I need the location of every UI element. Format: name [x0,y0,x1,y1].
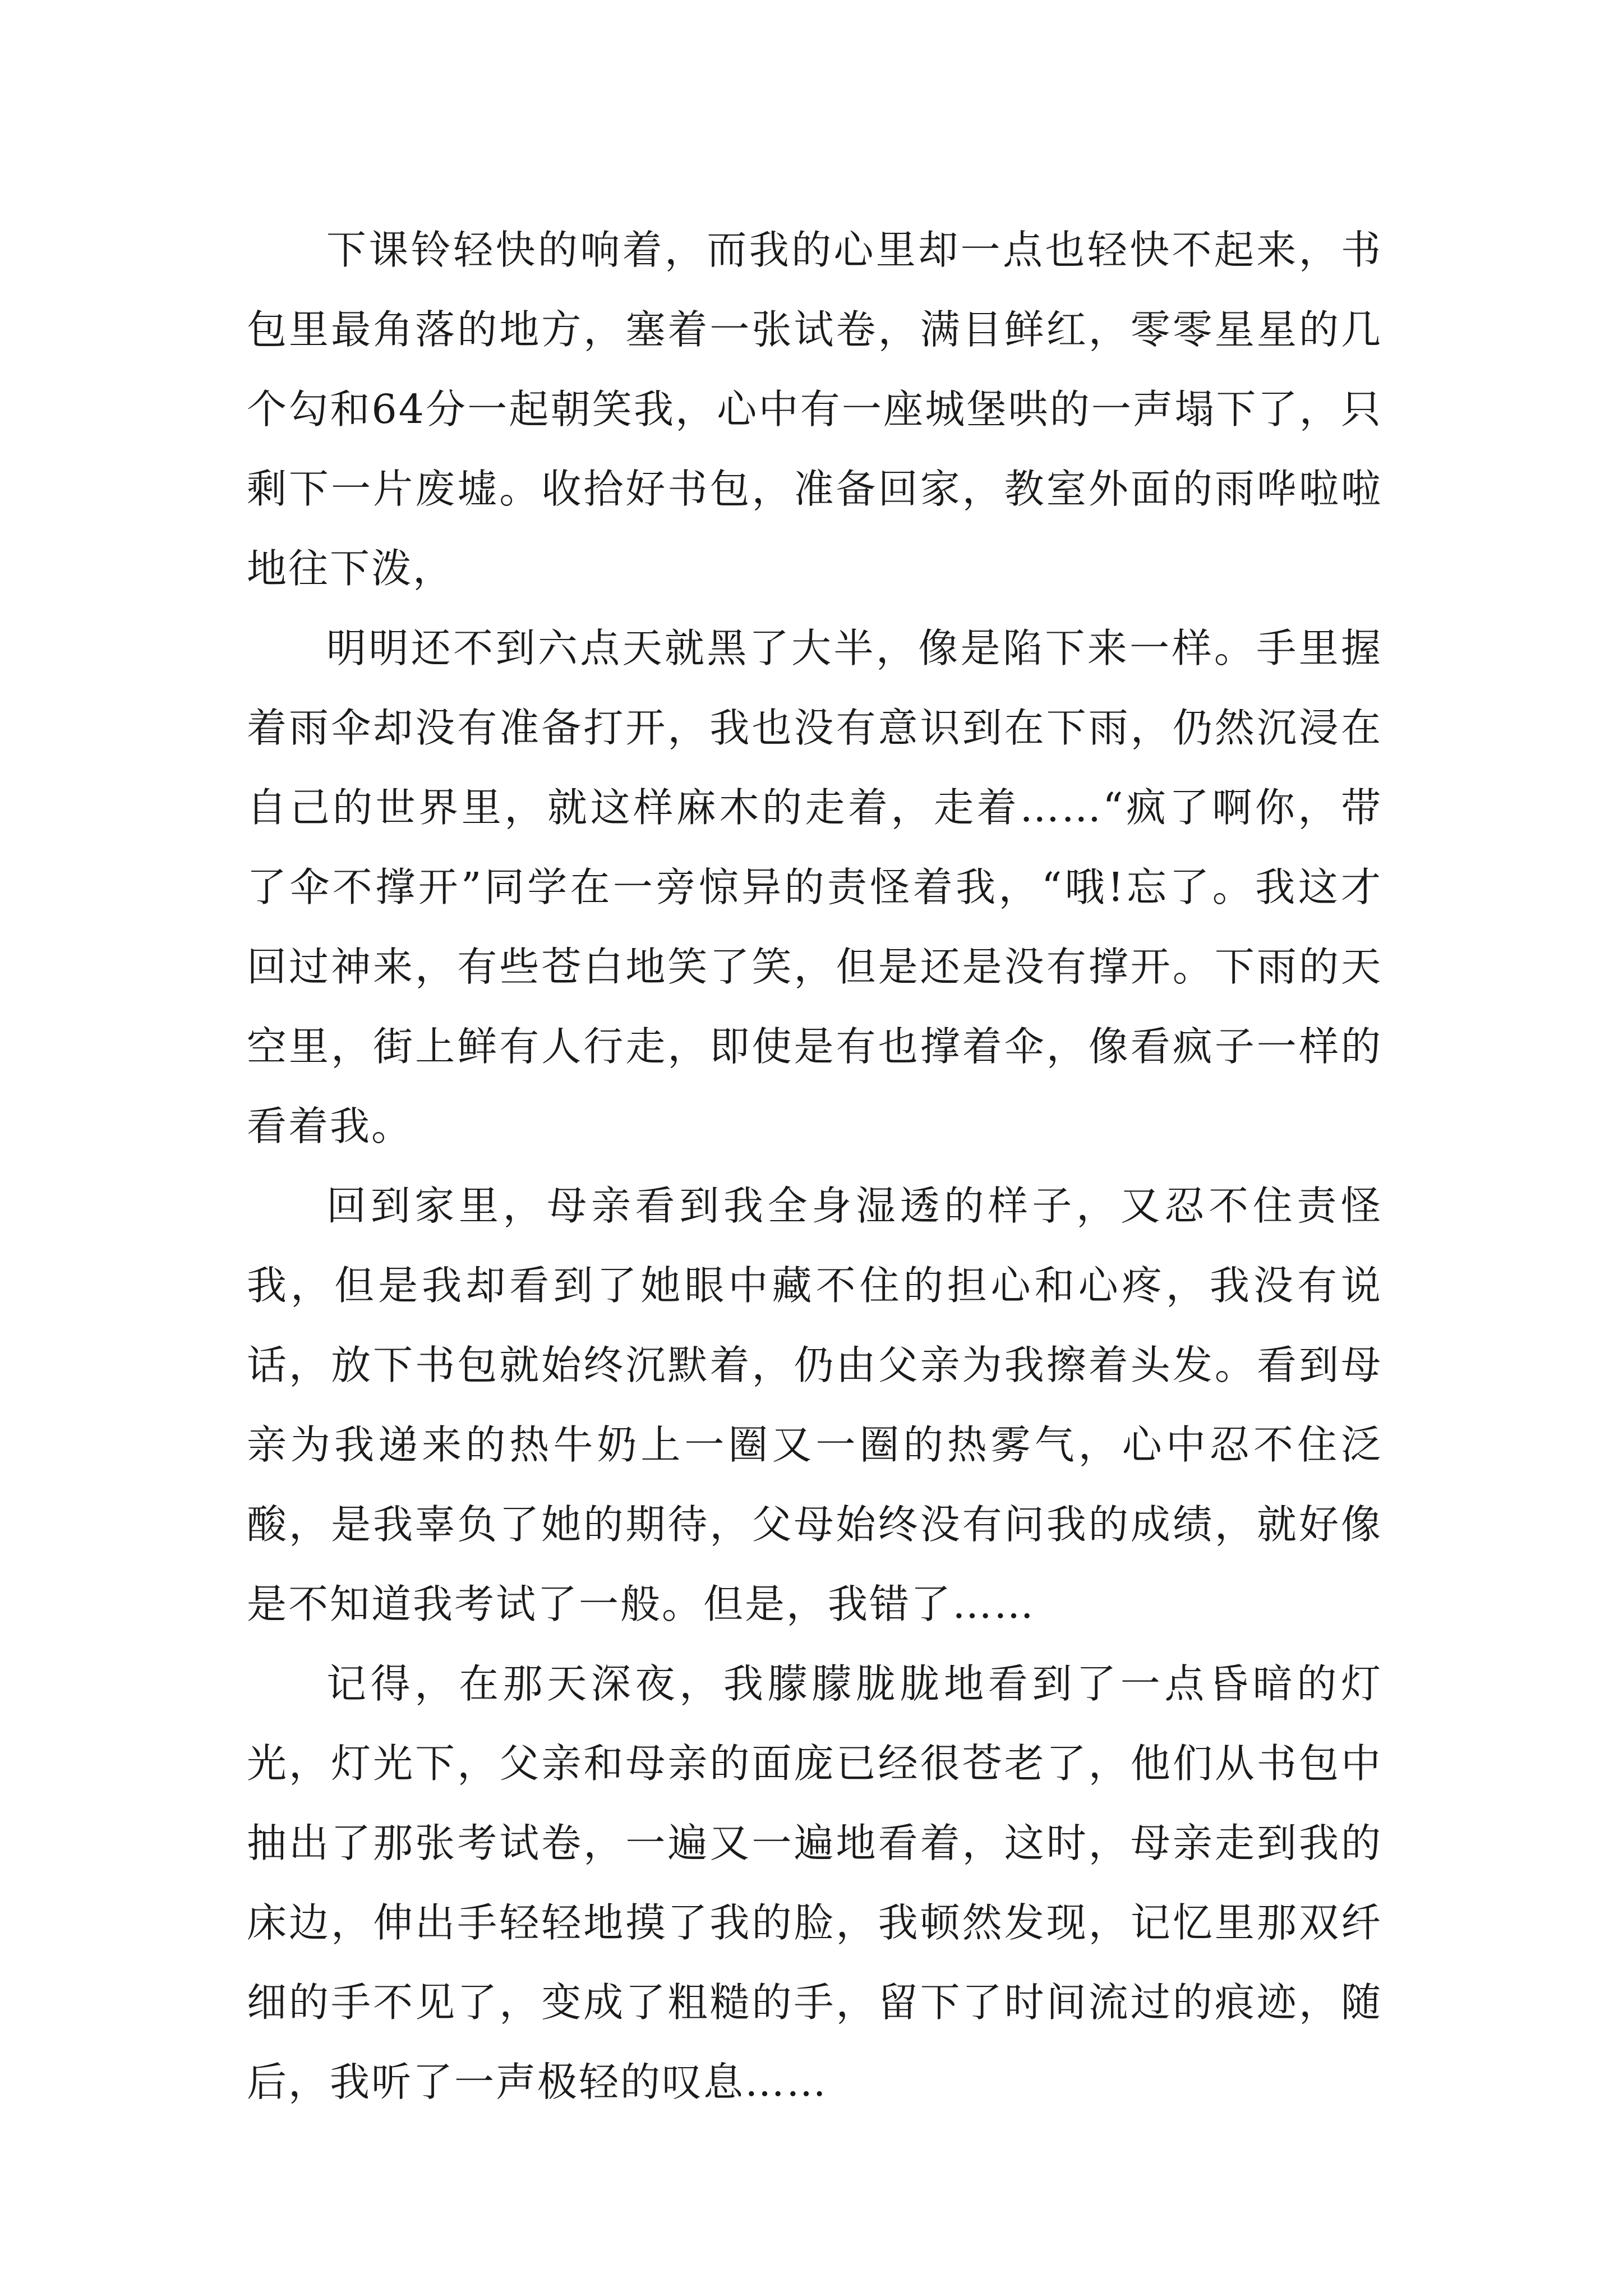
paragraph-4: 记得，在那天深夜，我朦朦胧胧地看到了一点昏暗的灯光，灯光下，父亲和母亲的面庞已经很苍老了，他们从书包中抽出了那张考试卷，一遍又一遍地看着，这时，母亲走到我的床边，伸出手轻轻地摸了我的脸，我顿然发现，记忆里那双纤细的手不见了，变成了粗糙的手，留下了时间流过的痕迹，随后，我听了一声极轻的叹息…… [247,1660,1382,2105]
body-text [247,210,1382,2122]
paragraph-3: 回到家里，母亲看到我全身湿透的样子，又忍不住责怪我，但是我却看到了她眼中藏不住的担心和心疼，我没有说话，放下书包就始终沉默着，仍由父亲为我擦着头发。看到母亲为我递来的热牛奶上一圈又一圈的热雾气，心中忍不住泛酸，是我辜负了她的期待，父母始终没有问我的成绩，就好像是不知道我考试了一般。但是，我错了…… [247,1182,1382,1627]
paragraph-1: 下课铃轻快的响着，而我的心里却一点也轻快不起来，书包里最角落的地方，塞着一张试卷，满目鲜红，零零星星的几个勾和64分一起朝笑我，心中有一座城堡哄的一声塌下了，只剩下一片废墟。收拾好书包，准备回家，教室外面的雨哗啦啦地往下泼， [247,227,1382,592]
paragraph-2: 明明还不到六点天就黑了大半，像是陷下来一样。手里握着雨伞却没有准备打开，我也没有意识到在下雨，仍然沉浸在自己的世界里，就这样麻木的走着，走着……“疯了啊你，带了伞不撑开”同学在一旁惊异的责怪着我，“哦!忘了。我这才回过神来，有些苍白地笑了笑，但是还是没有撑开。下雨的天空里，街上鲜有人行走，即使是有也撑着伞，像看疯子一样的看着我。 [247,625,1382,1149]
